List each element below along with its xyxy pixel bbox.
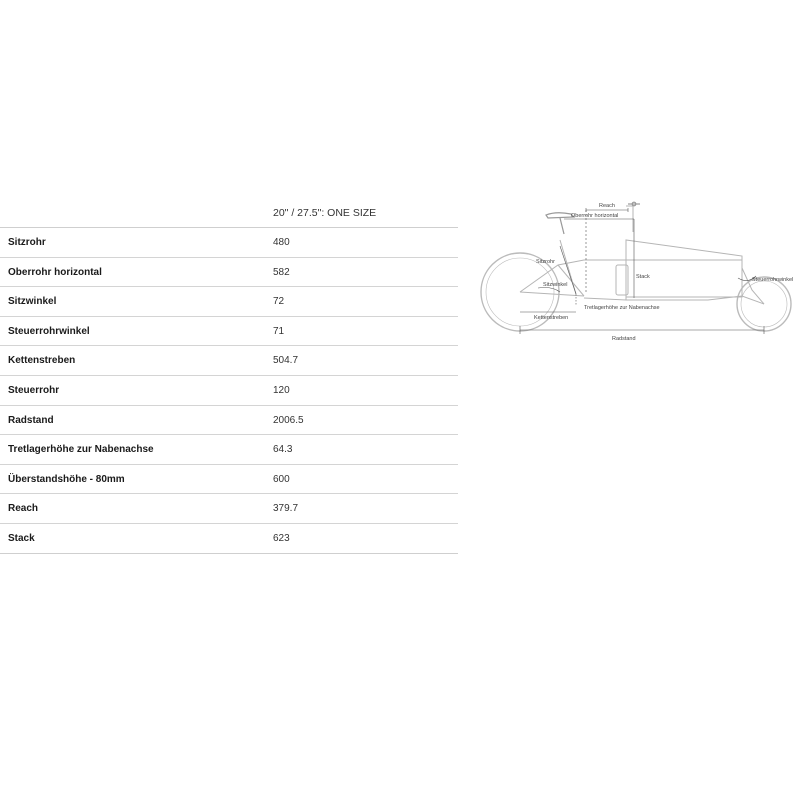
- label-stack: Stack: [636, 274, 650, 280]
- table-header: [0, 200, 458, 228]
- row-value: 600: [273, 473, 290, 485]
- label-sitzrohr: Sitzrohr: [536, 259, 555, 265]
- row-label: Kettenstreben: [8, 355, 76, 367]
- table-row: [0, 524, 458, 554]
- label-tretlager: Tretlagerhöhe zur Nabenachse: [584, 305, 660, 311]
- table-row: [0, 435, 458, 465]
- handlebar: [628, 202, 640, 206]
- geometry-table: [0, 200, 458, 554]
- row-label: Tretlagerhöhe zur Nabenachse: [8, 444, 154, 456]
- label-radstand: Radstand: [612, 336, 636, 342]
- row-label: Sitzwinkel: [8, 296, 57, 308]
- row-label: Stack: [8, 532, 35, 544]
- table-row: [0, 258, 458, 288]
- table-row: [0, 406, 458, 436]
- row-label: Steuerrohrwinkel: [8, 325, 90, 337]
- row-label: Radstand: [8, 414, 54, 426]
- label-sitzwinkel: Sitzwinkel: [543, 282, 568, 288]
- row-value: 623: [273, 532, 290, 544]
- row-value: 120: [273, 384, 290, 396]
- label-kettenstreben: Kettenstreben: [534, 315, 569, 321]
- table-row: [0, 494, 458, 524]
- row-label: Steuerrohr: [8, 384, 60, 396]
- label-steuerrohrwinkel: Steuerrohrwinkel: [752, 277, 794, 283]
- table-row: [0, 287, 458, 317]
- row-label: Reach: [8, 503, 39, 515]
- row-value: 504.7: [273, 355, 299, 367]
- table-row: [0, 317, 458, 347]
- table-row: [0, 376, 458, 406]
- row-value: 71: [273, 325, 285, 337]
- label-reach: Reach: [599, 203, 615, 209]
- label-oberrohr: Oberrohr horizontal: [571, 213, 619, 219]
- row-value: 480: [273, 237, 290, 248]
- saddle: [546, 213, 574, 234]
- row-value: 72: [273, 296, 285, 308]
- row-value: 582: [273, 266, 290, 278]
- row-value: 379.7: [273, 503, 299, 515]
- row-label: Sitzrohr: [8, 237, 46, 248]
- row-value: 2006.5: [273, 414, 304, 426]
- bike-frame: [520, 206, 764, 304]
- table-row: [0, 228, 458, 258]
- row-value: 64.3: [273, 444, 293, 456]
- row-label: Überstandshöhe - 80mm: [8, 473, 125, 485]
- size-header: 20" / 27.5": ONE SIZE: [273, 207, 377, 219]
- row-label: Oberrohr horizontal: [8, 266, 102, 278]
- bike-geometry-diagram: [476, 190, 800, 350]
- table-row: [0, 465, 458, 495]
- table-row: [0, 346, 458, 376]
